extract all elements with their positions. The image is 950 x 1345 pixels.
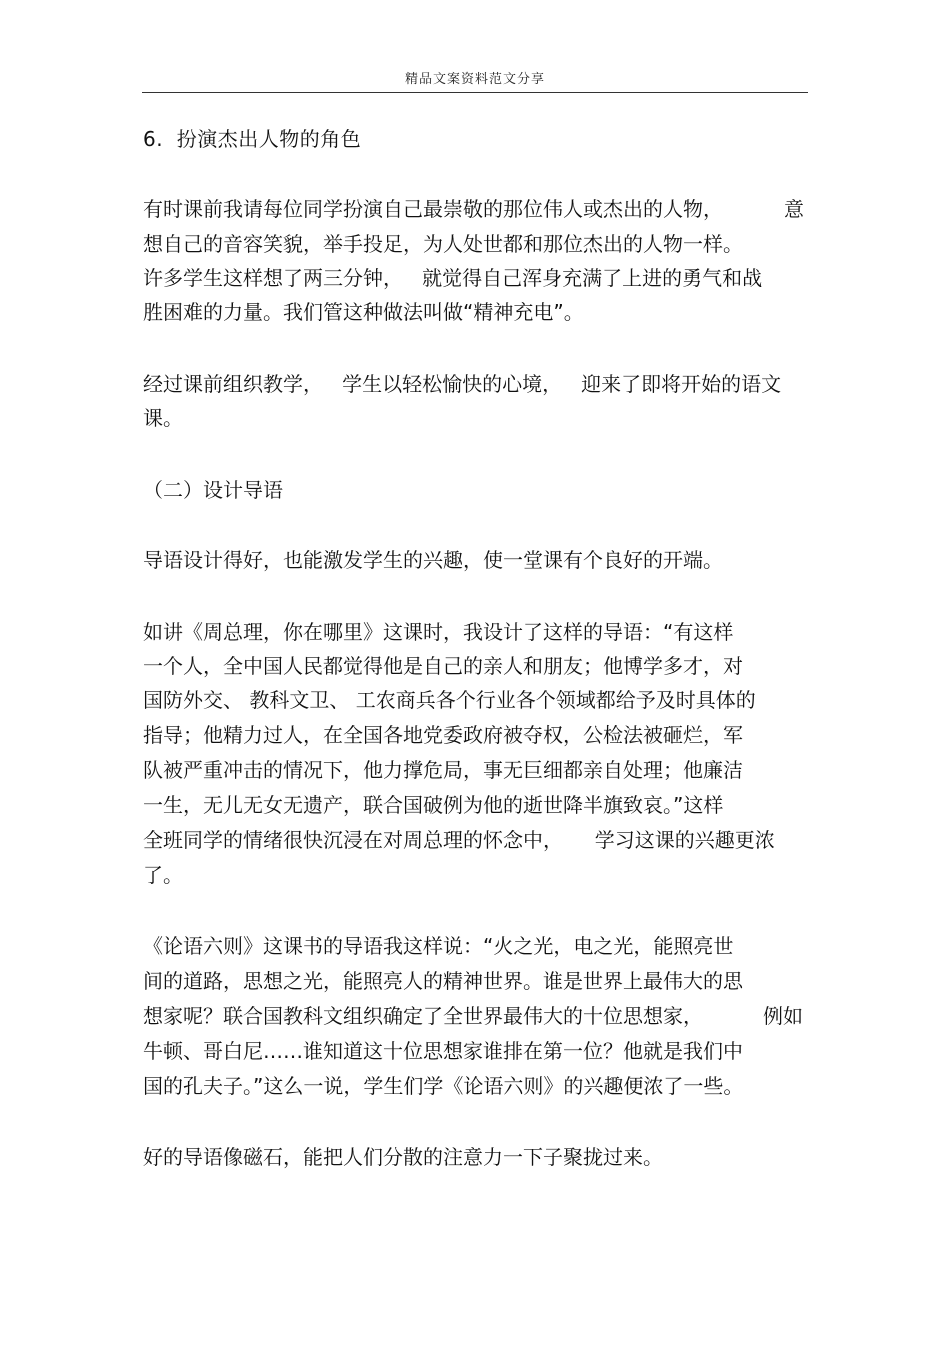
paragraph-line: 了。 (143, 863, 183, 887)
header-title: 精品文案资料范文分享 (404, 72, 545, 87)
paragraph-line: 胜困难的力量。我们管这种做法叫做“精神充电”。 (143, 300, 584, 324)
paragraph-line: 一个人，全中国人民都觉得他是自己的亲人和朋友；他博学多才，对 (143, 654, 743, 678)
paragraph-line: 牛顿、哥白尼……谁知道这十位思想家谁排在第一位？他就是我们中 (143, 1039, 743, 1063)
paragraph-line-end: 例如 (763, 1004, 803, 1028)
paragraph-line: 导语设计得好，也能激发学生的兴趣，使一堂课有个良好的开端。 (143, 548, 723, 572)
paragraph-line: 国的孔夫子。”这么一说，学生们学《论语六则》的兴趣便浓了一些。 (143, 1074, 744, 1098)
paragraph-line: 一生，无儿无女无遗产，联合国破例为他的逝世降半旗致哀。”这样 (143, 793, 724, 817)
paragraph-line: 全班同学的情绪很快沉浸在对周总理的怀念中， 学习这课的兴趣更浓 (143, 828, 775, 852)
subheading: （二）设计导语 (143, 478, 283, 502)
paragraph-line: 指导；他精力过人，在全国各地党委政府被夺权，公检法被砸烂，军 (143, 723, 743, 747)
paragraph-line: 许多学生这样想了两三分钟， 就觉得自己浑身充满了上进的勇气和战 (143, 266, 763, 290)
paragraph-line: 课。 (143, 406, 183, 430)
paragraph-line: 想自己的音容笑貌，举手投足，为人处世都和那位杰出的人物一样。 (143, 232, 743, 256)
paragraph-line: 《论语六则》这课书的导语我这样说：“火之光，电之光，能照亮世 (143, 934, 734, 958)
paragraph-line: 经过课前组织教学， 学生以轻松愉快的心境， 迎来了即将开始的语文 (143, 372, 782, 396)
paragraph-line: 队被严重冲击的情况下，他力撑危局，事无巨细都亲自处理；他廉洁 (143, 758, 743, 782)
paragraph-line: 好的导语像磁石，能把人们分散的注意力一下子聚拢过来。 (143, 1145, 663, 1169)
section-title: 6. 扮演杰出人物的角色 (143, 127, 362, 151)
paragraph-line-end: 意 (784, 197, 804, 221)
paragraph-line: 间的道路，思想之光，能照亮人的精神世界。谁是世界上最伟大的思 (143, 969, 743, 993)
paragraph-line: 如讲《周总理，你在哪里》这课时，我设计了这样的导语：“有这样 (143, 620, 734, 644)
paragraph-line: 有时课前我请每位同学扮演自己最崇敬的那位伟人或杰出的人物， (143, 197, 723, 221)
page-header (142, 64, 808, 93)
paragraph-line: 想家呢？联合国教科文组织确定了全世界最伟大的十位思想家， (143, 1004, 703, 1028)
paragraph-line: 国防外交、 教科文卫、 工农商兵各个行业各个领域都给予及时具体的 (143, 688, 756, 712)
